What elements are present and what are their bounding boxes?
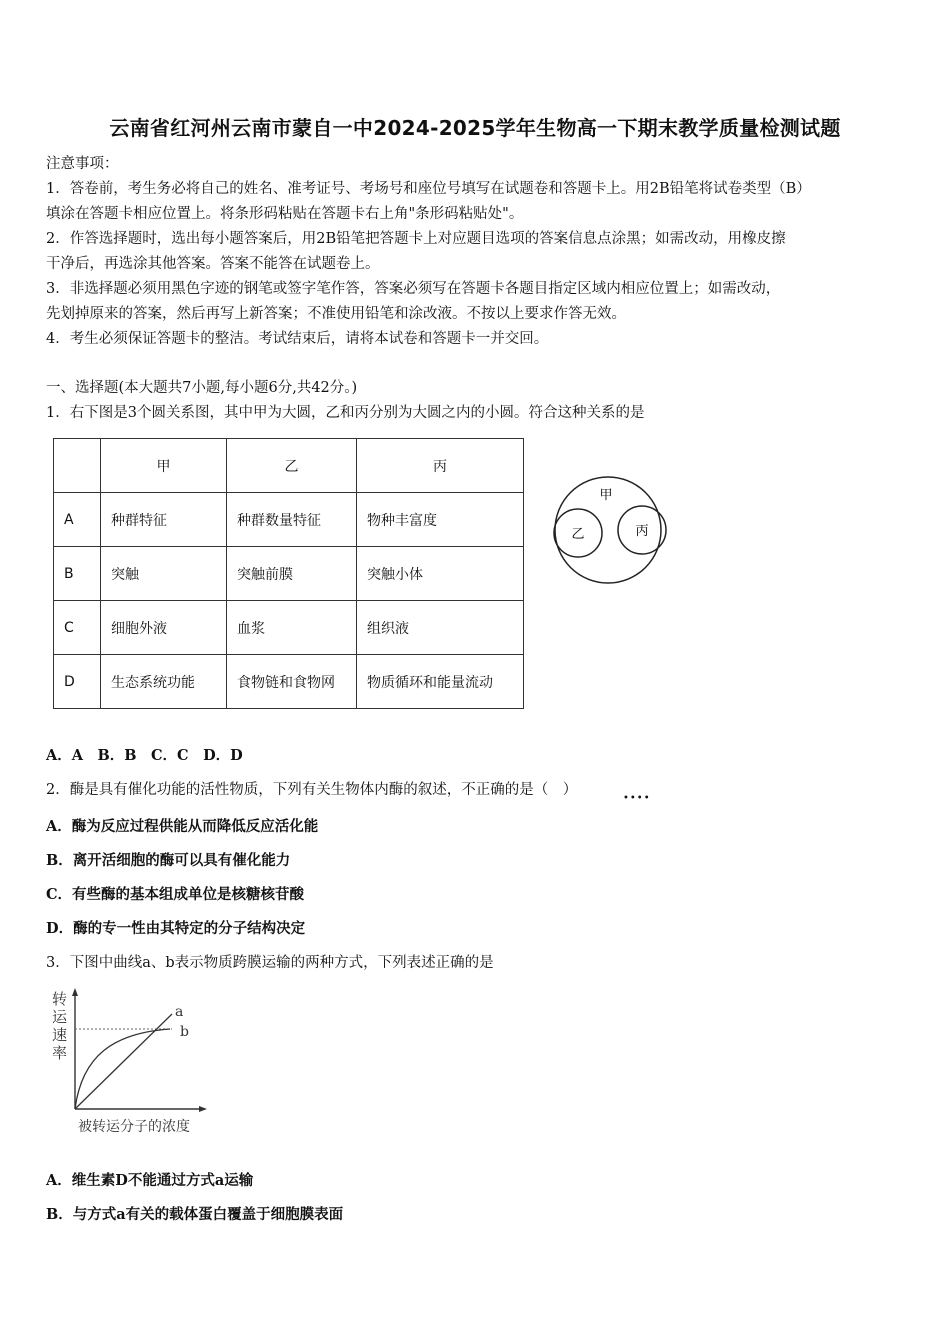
notice-line: 干净后，再选涂其他答案。答案不能答在试题卷上。 bbox=[46, 256, 380, 272]
table-row bbox=[54, 655, 524, 709]
q1-stem: 1．右下图是3个圆关系图，其中甲为大圆，乙和丙分别为大圆之内的小圆。符合这种关系的是 bbox=[46, 405, 645, 421]
table-cell: A bbox=[54, 493, 101, 547]
notice-line: 填涂在答题卡相应位置上。将条形码粘贴在答题卡右上角"条形码粘贴处"。 bbox=[46, 206, 524, 222]
y-axis-label-char: 速 bbox=[52, 1026, 68, 1044]
table-cell: 突触前膜 bbox=[227, 547, 357, 601]
table-header-cell bbox=[54, 439, 101, 493]
section-heading: 一、选择题(本大题共7小题,每小题6分,共42分。) bbox=[46, 380, 358, 396]
page-title: 云南省红河州云南市蒙自一中2024-2025学年生物高一下期末教学质量检测试题 bbox=[109, 116, 841, 140]
table-row bbox=[54, 547, 524, 601]
table-cell: 突触小体 bbox=[357, 547, 524, 601]
x-axis-label: 被转运分子的浓度 bbox=[78, 1119, 190, 1135]
notice-line: 先划掉原来的答案，然后再写上新答案；不准使用铅笔和涂改液。不按以上要求作答无效。 bbox=[46, 306, 626, 322]
table-cell: 种群数量特征 bbox=[227, 493, 357, 547]
q2-option-d: D．酶的专一性由其特定的分子结构决定 bbox=[46, 920, 306, 937]
q3-option-a: A．维生素D不能通过方式a运输 bbox=[46, 1172, 254, 1189]
q3-option-b: B．与方式a有关的载体蛋白覆盖于细胞膜表面 bbox=[46, 1206, 344, 1223]
y-axis-label-char: 率 bbox=[52, 1044, 68, 1062]
table-row bbox=[54, 493, 524, 547]
emphasis-dots: •••• bbox=[623, 793, 651, 804]
circle-relation-diagram bbox=[550, 474, 670, 586]
left-circle-label: 乙 bbox=[571, 527, 585, 542]
table-cell: 种群特征 bbox=[101, 493, 227, 547]
notice-line: 2．作答选择题时，选出每小题答案后，用2B铅笔把答题卡上对应题目选项的答案信息点涂黑；如需改动，用橡皮擦 bbox=[46, 231, 786, 247]
table-header-cell: 乙 bbox=[227, 439, 357, 493]
table-cell: 细胞外液 bbox=[101, 601, 227, 655]
table-row bbox=[54, 601, 524, 655]
y-axis-label-char: 运 bbox=[52, 1008, 68, 1026]
q3-stem: 3．下图中曲线a、b表示物质跨膜运输的两种方式，下列表述正确的是 bbox=[46, 955, 494, 971]
table-cell: 食物链和食物网 bbox=[227, 655, 357, 709]
table-cell: 生态系统功能 bbox=[101, 655, 227, 709]
table-cell: C bbox=[54, 601, 101, 655]
table-cell: 组织液 bbox=[357, 601, 524, 655]
curve-b-line bbox=[75, 1029, 170, 1109]
notice-line: 4．考生必须保证答题卡的整洁。考试结束后，请将本试卷和答题卡一并交回。 bbox=[46, 331, 549, 347]
y-axis-arrow bbox=[72, 988, 78, 996]
x-axis-arrow bbox=[199, 1106, 207, 1112]
notice-line: 1．答卷前，考生务必将自己的姓名、准考证号、考场号和座位号填写在试题卷和答题卡上。用2B铅笔将试卷类型（B） bbox=[46, 181, 811, 197]
q2-option-a: A．酶为反应过程供能从而降低反应活化能 bbox=[46, 818, 319, 835]
table-cell: 物种丰富度 bbox=[357, 493, 524, 547]
table-header-cell: 甲 bbox=[101, 439, 227, 493]
table-cell: B bbox=[54, 547, 101, 601]
curve-b-label: b bbox=[180, 1024, 189, 1040]
table-cell: 突触 bbox=[101, 547, 227, 601]
q1-options: A．A B．B C．C D．D bbox=[46, 747, 243, 764]
y-axis-label-char: 转 bbox=[52, 990, 68, 1008]
q2-option-c: C．有些酶的基本组成单位是核糖核苷酸 bbox=[46, 886, 305, 903]
q1-table bbox=[53, 438, 524, 709]
notice-line: 3．非选择题必须用黑色字迹的钢笔或签字笔作答，答案必须写在答题卡各题目指定区域内相应位置上；如需改动， bbox=[46, 281, 781, 297]
q2-stem: 2．酶是具有催化功能的活性物质，下列有关生物体内酶的叙述，不正确的是（ ） bbox=[46, 782, 578, 798]
q2-option-b: B．离开活细胞的酶可以具有催化能力 bbox=[46, 852, 291, 869]
outer-circle-label: 甲 bbox=[599, 488, 613, 503]
table-cell: 物质循环和能量流动 bbox=[357, 655, 524, 709]
curve-a-label: a bbox=[175, 1004, 184, 1020]
table-cell: 血浆 bbox=[227, 601, 357, 655]
right-circle-label: 丙 bbox=[635, 524, 649, 539]
transport-rate-graph bbox=[44, 985, 224, 1137]
curve-a-line bbox=[75, 1014, 172, 1109]
notice-heading: 注意事项： bbox=[46, 156, 119, 172]
table-header-row bbox=[54, 439, 524, 493]
table-header-cell: 丙 bbox=[357, 439, 524, 493]
table-cell: D bbox=[54, 655, 101, 709]
